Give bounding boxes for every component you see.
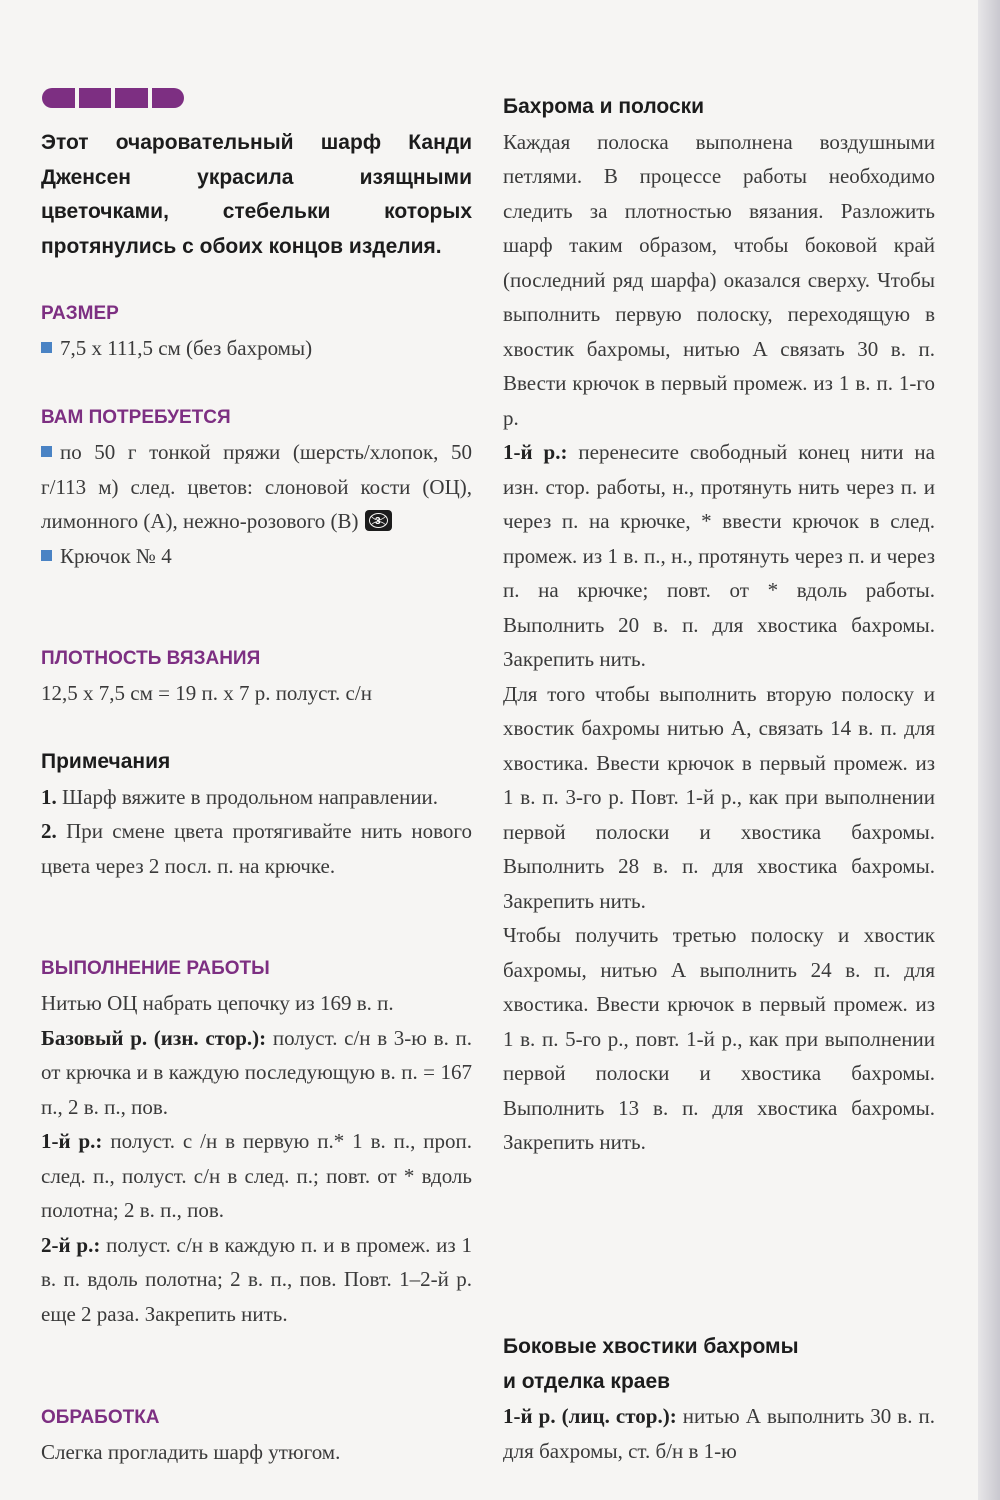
side-fringe-heading-line2: и отделка краев [503,1369,671,1393]
side-fringe-paragraph [503,1399,935,1468]
fringe-paragraph: Каждая полоска выполнена воздушными петлями. В процессе работы необходимо следить за плотностью вязания. Разложить шарф таким образом, чтобы боковой край (последний ряд шарфа) оказался сверху. Чтобы выполнить первую полоску, переходящую в хвостик бахромы, нитью А связать 30 в. п. Ввести крючок в первый промеж. из 1 в. п. 1-го р. [503,129,935,430]
instructions-section [41,956,472,1331]
size-item [41,331,472,366]
yarn-weight-3-icon [365,510,392,531]
hook-item [41,539,472,574]
materials-heading: ВАМ ПОТРЕБУЕТСЯ [41,407,231,428]
gauge-text: 12,5 х 7,5 см = 19 п. х 7 р. полуст. с/н [41,681,372,705]
note-text: Шарф вяжите в продольном направлении. [62,784,439,809]
note-number: 2. [41,819,57,843]
row-label: 1-й р. (лиц. стор.): [503,1404,677,1428]
decoration-segment [42,88,75,108]
size-section [41,301,472,366]
instructions-paragraph [41,1124,472,1228]
fringe-paragraph [503,435,935,677]
instructions-paragraph [41,1228,472,1332]
row-text: перенесите свободный конец нити на изн. стор. работы, н., протянуть нить через п. и через п. на крючке, * ввести крючок в след. промеж. из 1 в. п., н., протянуть через п. и через п. на крючке; повт. от * вдоль работы. Выполнить 20 в. п. для хвостика бахромы. Закрепить нить. [503,440,935,671]
side-fringe-heading [503,1330,935,1399]
notes-section [41,745,472,883]
decoration-segment [79,88,112,108]
intro-paragraph: Этот очаровательный шарф Канди Дженсен украсила изящными цветочками, стебельки которых протянулись с обоих концов изделия. [41,131,472,258]
materials-section [41,405,472,573]
row-label: 1-й р.: [41,1129,103,1153]
instructions-heading: ВЫПОЛНЕНИЕ РАБОТЫ [41,958,270,979]
gauge-heading: ПЛОТНОСТЬ ВЯЗАНИЯ [41,648,261,669]
note-item [41,780,472,815]
note-text: При смене цвета протягивайте нить нового цвета через 2 посл. п. на крючке. [41,819,472,878]
row-text: полуст. с/н в каждую п. и в промеж. из 1 в. п. вдоль полотна; 2 в. п., пов. Повт. 1–2-й р. еще 2 раза. Закрепить нить. [41,1232,473,1326]
decoration-segment [152,88,185,108]
fringe-heading: Бахрома и полоски [503,95,705,118]
side-fringe-section [503,1330,935,1468]
gauge-section [41,646,472,711]
bullet-square-icon [41,550,52,561]
fringe-section [503,90,935,1160]
row-label: 1-й р.: [503,440,568,464]
yarn-weight-number: 3 [374,516,381,527]
bullet-square-icon [41,446,52,457]
size-value: 7,5 х 111,5 см (без бахромы) [60,336,313,360]
notes-heading: Примечания [41,750,171,773]
row-label: Базовый р. (изн. стор.): [41,1025,267,1050]
decoration-segment [115,88,148,108]
note-number: 1. [41,784,57,809]
fringe-paragraph: Для того чтобы выполнить вторую полоску и хвостик бахромы нитью А, связать 14 в. п. для хвостика. Ввести крючок в первый промеж. из 1 в. п. 3-го р. Повт. 1-й р., как при выполнении первой полоски и хвостика бахромы. Выполнить 28 в. п. для хвостика бахромы. Закрепить нить. [503,681,935,913]
finishing-section [41,1405,472,1470]
finishing-heading: ОБРАБОТКА [41,1407,160,1428]
size-heading: РАЗМЕР [41,303,119,324]
row-label: 2-й р.: [41,1232,101,1257]
yarn-text: по 50 г тонкой пряжи (шерсть/хлопок, 50 г/113 м) след. цветов: слоновой кости (ОЦ), лимонного (А), нежно-розового (В) [41,440,472,533]
fringe-paragraph: Чтобы получить третью полоску и хвостик бахромы, нитью А выполнить 24 в. п. для хвостика. Ввести крючок в первый промеж. из 1 в. п. 5-го р., повт. 1-й р., как при выполнении первой полоски и хвостика бахромы. Выполнить 13 в. п. для хвостика бахромы. Закрепить нить. [503,923,935,1154]
side-fringe-heading-line1: Боковые хвостики бахромы [503,1335,799,1358]
instructions-paragraph [41,1021,472,1125]
instructions-paragraph: Нитью ОЦ набрать цепочку из 169 в. п. [41,991,394,1015]
bullet-square-icon [41,342,52,353]
note-item [41,814,472,883]
page-edge-shadow [978,0,1000,1500]
row-text: нитью А выполнить 30 в. п. для бахромы, ст. б/н в 1-ю [503,1404,935,1463]
row-text: полуст. с /н в первую п.* 1 в. п., проп. след. п., полуст. с/н в след. п.; повт. от * вдоль полотна; 2 в. п., пов. [41,1129,473,1222]
hook-text: Крючок № 4 [60,543,172,568]
row-text: полуст. с/н в 3-ю в. п. от крючка и в каждую последующую в. п. = 167 п., 2 в. п., пов. [41,1025,472,1119]
section-decoration-bar [42,88,184,108]
yarn-item [41,435,472,539]
finishing-text: Слегка прогладить шарф утюгом. [41,1440,341,1464]
